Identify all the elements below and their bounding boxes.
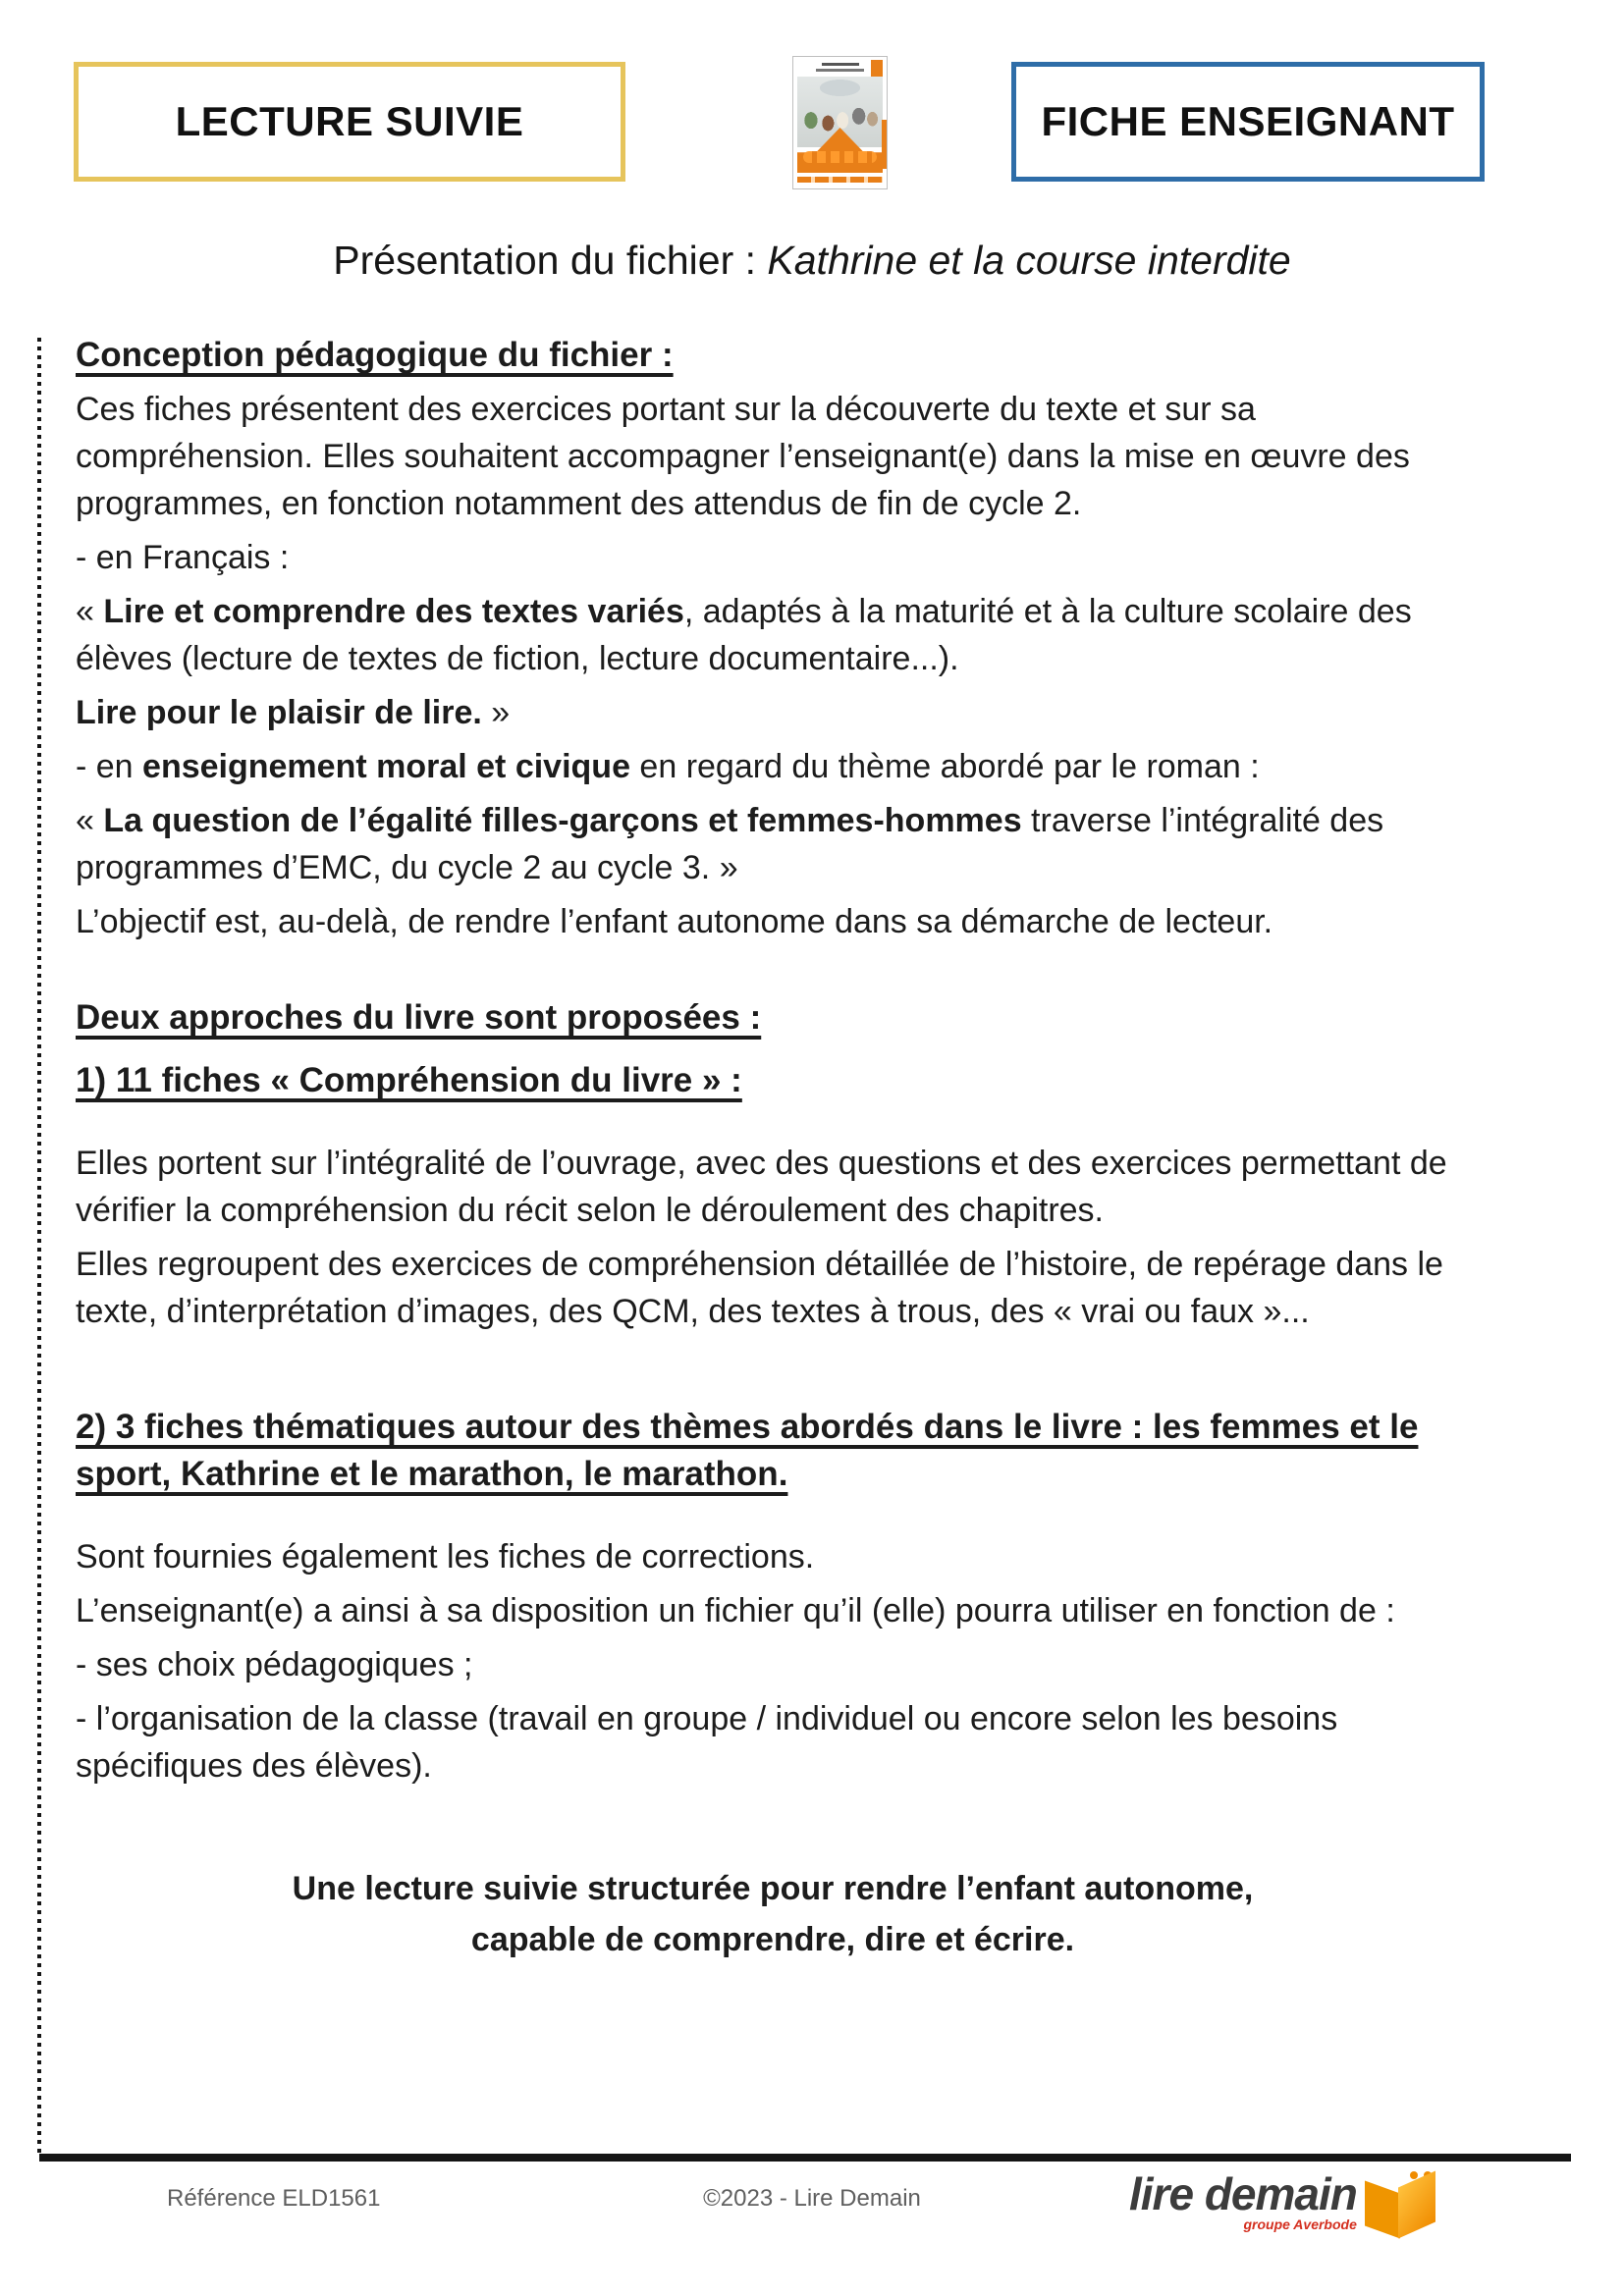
page-title-book-name: Kathrine et la course interdite — [767, 238, 1291, 283]
paragraph-en-francais: - en Français : — [76, 539, 290, 576]
quote-close: » — [481, 694, 511, 731]
paragraph-organisation-classe: - l’organisation de la classe (travail en groupe / individuel ou encore selon les besoins spécifiques des élèves). — [76, 1700, 1338, 1785]
quote-open: « — [76, 593, 104, 630]
paragraph-elles-regroupent: Elles regroupent des exercices de compréhension détaillée de l’histoire, de repérage dans le texte, d’interprétation d’images, des QCM, des textes à trous, des « vrai ou faux »... — [76, 1246, 1443, 1330]
paragraph-intro: Ces fiches présentent des exercices portant sur la découverte du texte et sur sa compréhension. Elles souhaitent accompagner l’enseignant(e) dans la mise en œuvre des programmes, en fonction notamment des attendus de fin de cycle 2. — [76, 391, 1410, 522]
logo-group-subtext: groupe Averbode — [1243, 2216, 1357, 2232]
fiche-enseignant-box — [1011, 62, 1485, 182]
lecture-suivie-label: LECTURE SUIVIE — [175, 98, 524, 144]
page-title — [0, 238, 1624, 284]
plaisir-bold: Lire pour le plaisir de lire. — [76, 694, 482, 731]
paragraph-objectif: L’objectif est, au-delà, de rendre l’enfant autonome dans sa démarche de lecteur. — [76, 903, 1273, 940]
cover-author-line2 — [816, 69, 864, 72]
paragraph-corrections: Sont fournies également les fiches de corrections. — [76, 1538, 815, 1575]
egalite-bold: La question de l’égalité filles-garçons et femmes-hommes — [103, 802, 1022, 839]
cover-right-strip — [882, 120, 887, 169]
section-heading-11-fiches: 1) 11 fiches « Compréhension du livre » : — [76, 1061, 742, 1099]
page-title-prefix: Présentation du fichier : — [333, 238, 768, 283]
paragraph-emc-intro — [76, 743, 1470, 790]
book-right-page — [1398, 2171, 1435, 2239]
cover-author-line — [822, 63, 859, 66]
cover-bottom-strip — [797, 177, 883, 183]
paragraph-choix-pedagogiques: - ses choix pédagogiques ; — [76, 1646, 473, 1683]
logo-wordmark: lire demain — [1129, 2168, 1357, 2219]
emc-bold: enseignement moral et civique — [142, 748, 630, 785]
lire-demain-logo — [1129, 2168, 1439, 2244]
cover-title-script — [803, 151, 877, 163]
paragraph-quote-egalite — [76, 797, 1470, 891]
paragraph-enseignant-disposition: L’enseignant(e) a ainsi à sa disposition un fichier qu’il (elle) pourra utiliser en fonction de : — [76, 1592, 1395, 1629]
quote-bold-lire: Lire et comprendre des textes variés — [103, 593, 684, 630]
paragraph-quote-lire — [76, 588, 1470, 682]
lecture-suivie-box — [74, 62, 625, 182]
logo-text-wrap — [1129, 2168, 1357, 2232]
closing-line-1: Une lecture suivie structurée pour rendre l’enfant autonome, — [292, 1870, 1254, 1907]
fiche-enseignant-label: FICHE ENSEIGNANT — [1041, 98, 1455, 144]
section-heading-3-fiches: 2) 3 fiches thématiques autour des thèmes abordés dans le livre : les femmes et le sport, Kathrine et le marathon, le marathon. — [76, 1408, 1419, 1493]
cover-publisher-mark — [871, 60, 883, 77]
paragraph-plaisir-de-lire — [76, 689, 1470, 736]
book-left-page — [1365, 2180, 1400, 2238]
emc-pre: - en — [76, 748, 143, 785]
footer-reference: Référence ELD1561 — [167, 2185, 381, 2212]
quote-rest: , adaptés à la maturité et à la culture scolaire des élèves (lecture de textes de fiction, lecture documentaire...). — [76, 593, 1412, 677]
footer-copyright: ©2023 - Lire Demain — [703, 2185, 921, 2212]
egalite-rest: traverse l’intégralité des programmes d’EMC, du cycle 2 au cycle 3. » — [76, 802, 1384, 886]
open-book-icon — [1363, 2171, 1439, 2244]
section-heading-conception: Conception pédagogique du fichier : — [76, 336, 674, 374]
closing-line-2: capable de comprendre, dire et écrire. — [470, 1921, 1075, 1958]
document-body — [76, 332, 1470, 1965]
paragraph-elles-portent: Elles portent sur l’intégralité de l’ouvrage, avec des questions et des exercices permettant de vérifier la compréhension du récit selon le déroulement des chapitres. — [76, 1145, 1447, 1229]
egalite-open: « — [76, 802, 104, 839]
left-dotted-rule — [37, 338, 41, 2156]
emc-rest: en regard du thème abordé par le roman : — [629, 748, 1260, 785]
section-heading-deux-approches: Deux approches du livre sont proposées : — [76, 998, 762, 1037]
book-cover-image — [792, 56, 888, 189]
closing-statement — [76, 1863, 1470, 1965]
footer-rule — [39, 2154, 1571, 2162]
